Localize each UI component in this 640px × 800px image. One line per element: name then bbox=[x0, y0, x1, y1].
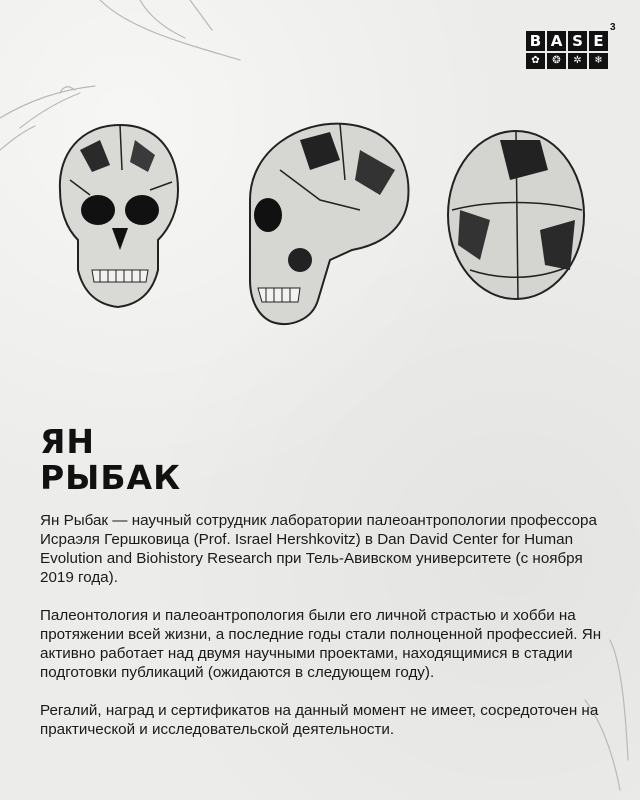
bio-paragraph: Ян Рыбак — научный сотрудник лаборатории палеоантропологии профессора Исраэля Гершковица (Prof. Israel Hershkovitz) в Dan David Center for Human Evolution and Biohistory Research при Тель-Авивском университете (с ноября 2019 года). bbox=[40, 512, 597, 586]
snowflake-icon: ❄ bbox=[589, 53, 608, 69]
logo-letter: E bbox=[589, 31, 608, 51]
logo-letter: S bbox=[568, 31, 587, 51]
logo-icon-row bbox=[526, 53, 608, 69]
skull-side-view bbox=[250, 124, 408, 324]
logo-wordmark bbox=[526, 31, 608, 51]
logo-letter: A bbox=[547, 31, 566, 51]
skull-top-view bbox=[448, 131, 584, 300]
bio-paragraph: Регалий, наград и сертификатов на данный момент не имеет, сосредоточен на практической и исследовательской деятельности. bbox=[40, 702, 599, 738]
title-first-name: ЯН bbox=[40, 422, 96, 461]
base-logo bbox=[526, 31, 608, 69]
skull-images bbox=[0, 110, 640, 340]
logo-letter: B bbox=[526, 31, 545, 51]
bio-paragraph: Палеонтология и палеоантропология были его личной страстью и хобби на протяжении всей жизни, а последние годы стали полноценной профессией. Ян активно работает над двумя научными проектами, находящимися в стадии подготовки публикаций (ожидаются в следующем году). bbox=[40, 607, 602, 681]
flower-icon: ✿ bbox=[526, 53, 545, 69]
gear-icon: ✲ bbox=[568, 53, 587, 69]
title-last-name: РЫБАК bbox=[40, 458, 182, 497]
skull-front-view bbox=[60, 125, 178, 307]
page-title bbox=[40, 424, 181, 496]
bio-text bbox=[40, 511, 610, 758]
logo-superscript: 3 bbox=[610, 22, 616, 33]
sun-icon: ❂ bbox=[547, 53, 566, 69]
